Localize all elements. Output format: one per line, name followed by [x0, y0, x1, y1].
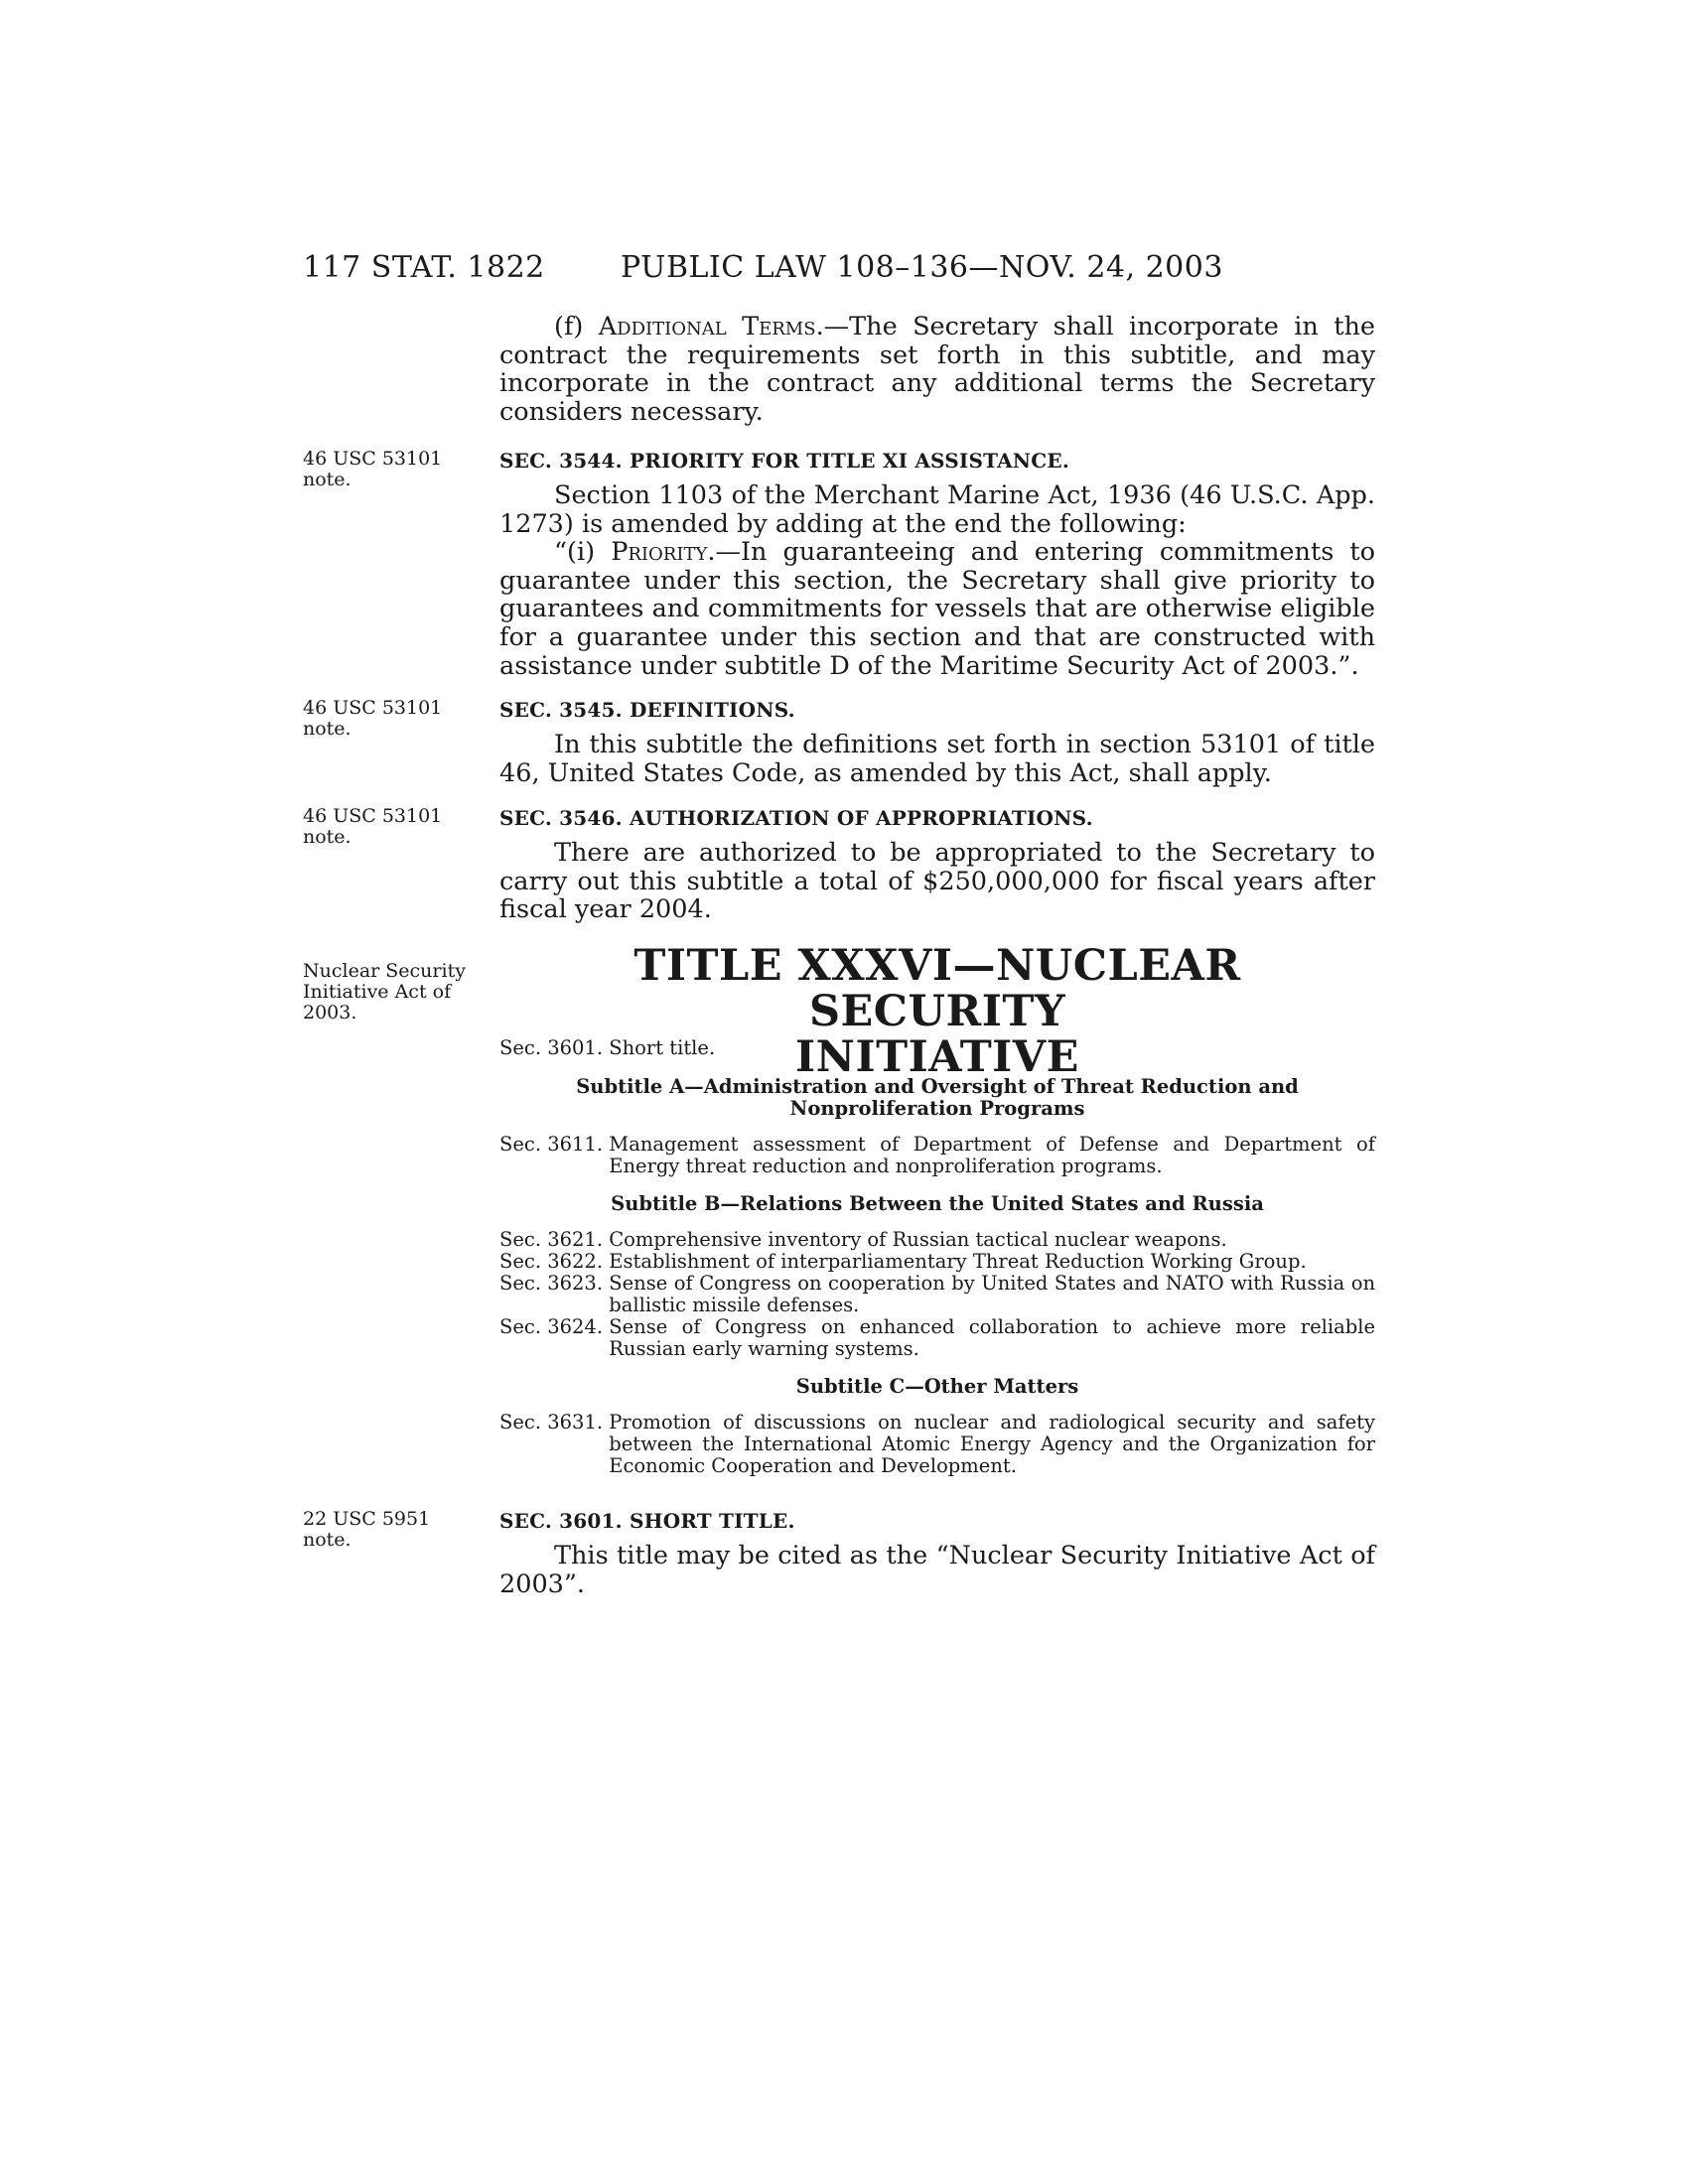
- margin-note-title: Nuclear Security Initiative Act of 2003.: [303, 960, 466, 1024]
- toc-entry: Sec. 3624. Sense of Congress on enhanced collaboration to achieve more reliable Russian early warning systems.: [499, 1315, 1375, 1360]
- section-3601-text: This title may be cited as the “Nuclear Security Initiative Act of 2003”.: [499, 1541, 1375, 1599]
- toc-subtitle-c: Subtitle C—Other Matters: [795, 1375, 1079, 1398]
- toc-entry: Sec. 3611. Management assessment of Department of Defense and Department of Energy threat reduction and nonproliferation programs.: [499, 1133, 1375, 1177]
- section-3545: [499, 698, 1375, 787]
- section-3545-text: In this subtitle the definitions set forth in section 53101 of title 46, United States Code, as amended by this Act, shall apply.: [499, 730, 1375, 788]
- section-heading: SEC. 3545. DEFINITIONS.: [499, 698, 795, 722]
- section-3601: [499, 1509, 1375, 1598]
- section-heading: SEC. 3546. AUTHORIZATION OF APPROPRIATIONS.: [499, 806, 1093, 830]
- margin-note-3545: 46 USC 53101 note.: [303, 697, 443, 740]
- toc-entry: Sec. 3623. Sense of Congress on cooperation by United States and NATO with Russia on ballistic missile defenses.: [499, 1272, 1375, 1316]
- toc-entry: Sec. 3601. Short title.: [499, 1036, 716, 1059]
- table-of-contents: [499, 1037, 1375, 1477]
- margin-note-3544: 46 USC 53101 note.: [303, 448, 443, 490]
- toc-entry: Sec. 3631. Promotion of discussions on nuclear and radiological security and safety between the International Atomic Energy Agency and the Organization for Economic Cooperation and Development.: [499, 1411, 1375, 1477]
- paragraph-f: [499, 313, 1375, 426]
- section-heading: SEC. 3544. PRIORITY FOR TITLE XI ASSISTANCE.: [499, 449, 1070, 473]
- margin-note-3601: 22 USC 5951 note.: [303, 1508, 431, 1551]
- toc-subtitle-b: Subtitle B—Relations Between the United States and Russia: [611, 1192, 1264, 1215]
- section-3546: [499, 806, 1375, 924]
- para-f-label: (f): [554, 312, 599, 341]
- section-heading: SEC. 3601. SHORT TITLE.: [499, 1509, 795, 1533]
- section-3544-intro: Section 1103 of the Merchant Marine Act, 1936 (46 U.S.C. App. 1273) is amended by adding at the end the following:: [499, 480, 1375, 539]
- margin-note-3546: 46 USC 53101 note.: [303, 805, 443, 848]
- toc-subtitle-a: Subtitle A—Administration and Oversight of Threat Reduction and Nonproliferation Programs: [576, 1075, 1299, 1120]
- stat-citation: 117 STAT. 1822: [303, 250, 545, 285]
- title-line-1: TITLE XXXVI—NUCLEAR SECURITY: [633, 941, 1241, 1036]
- title-line-2: INITIATIVE: [795, 1032, 1079, 1082]
- para-f-heading: Additional Terms: [598, 312, 816, 341]
- running-header: PUBLIC LAW 108–136—NOV. 24, 2003: [621, 250, 1223, 285]
- toc-entry: Sec. 3622. Establishment of interparliamentary Threat Reduction Working Group.: [499, 1250, 1307, 1273]
- section-3546-text: There are authorized to be appropriated to the Secretary to carry out this subtitle a total of $250,000,000 for fiscal years after fiscal year 2004.: [499, 838, 1375, 925]
- section-3544: [499, 449, 1375, 680]
- section-3544-quote: “(i) Priority.—In guaranteeing and entering commitments to guarantee under this section, the Secretary shall give priority to guarantees and commitments for vessels that are otherwise eligible for a guarantee under this section and that are constructed with assistance under subtitle D of the Maritime Security Act of 2003.”.: [499, 537, 1375, 681]
- para-f-text: .—The Secretary shall incorporate in the contract the requirements set forth in this subtitle, and may incorporate in the contract any additional terms the Secretary considers necessary.: [499, 312, 1375, 427]
- toc-entry: Sec. 3621. Comprehensive inventory of Russian tactical nuclear weapons.: [499, 1228, 1227, 1251]
